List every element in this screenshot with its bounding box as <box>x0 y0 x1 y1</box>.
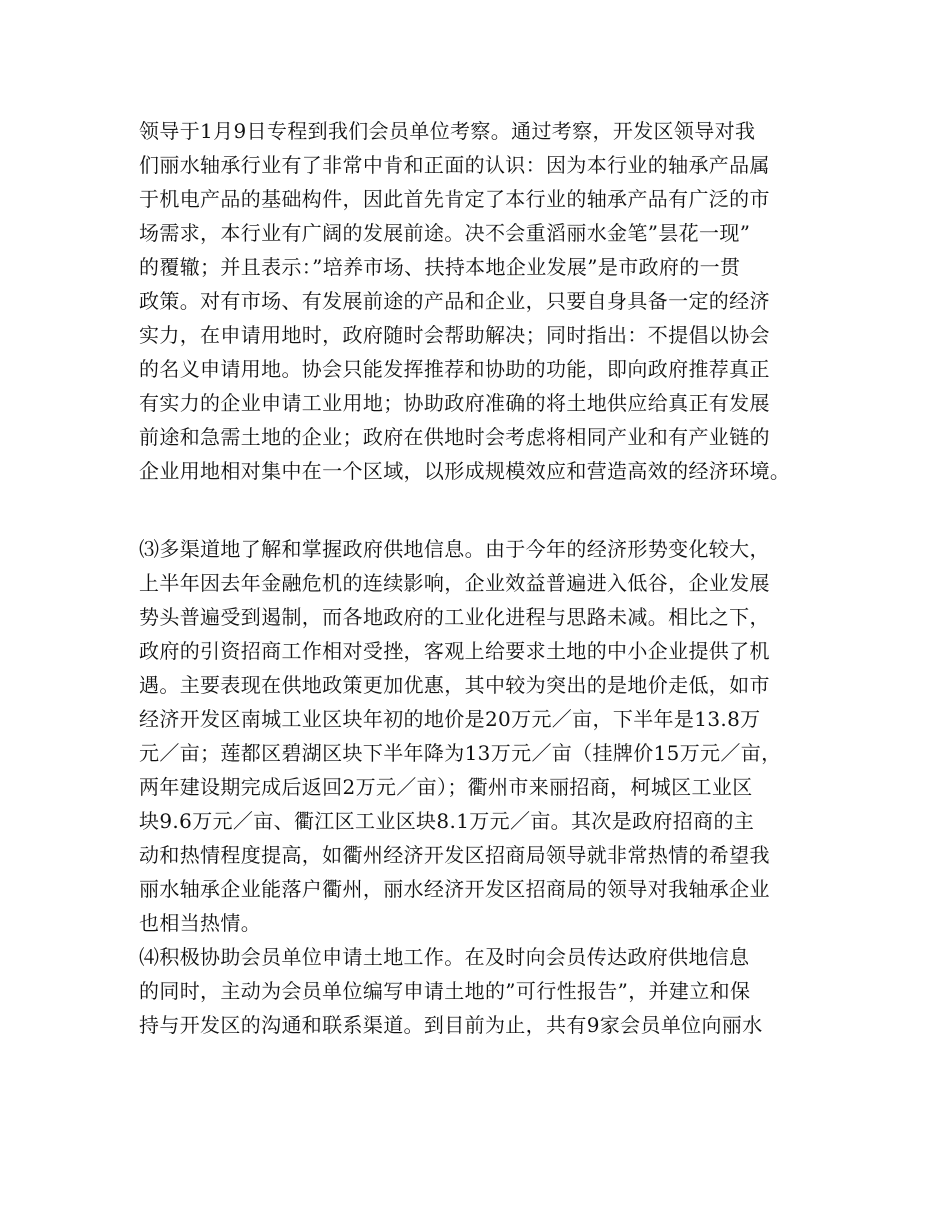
text-line: 上半年因去年金融危机的连续影响，企业效益普遍进入低谷，企业发展 <box>139 571 770 595</box>
text-line: 政策。对有市场、有发展前途的产品和企业，只要自身具备一定的经济 <box>139 289 770 313</box>
text-line: 于机电产品的基础构件，因此首先肯定了本行业的轴承产品有广泛的市 <box>139 187 770 211</box>
text-line: 也相当热情。 <box>139 911 262 935</box>
text-line: 有实力的企业申请工业用地；协助政府准确的将土地供应给真正有发展 <box>139 391 770 415</box>
text-line: 块9.6万元／亩、衢江区工业区块8.1万元／亩。其次是政府招商的主 <box>139 809 755 833</box>
text-line: ⑷积极协助会员单位申请土地工作。在及时向会员传达政府供地信息 <box>139 945 750 969</box>
text-line: 遇。主要表现在供地政策更加优惠，其中较为突出的是地价走低，如市 <box>139 673 770 697</box>
text-line: 的同时，主动为会员单位编写申请土地的”可行性报告”，并建立和保 <box>139 979 751 1003</box>
text-line: 领导于1月9日专程到我们会员单位考察。通过考察，开发区领导对我 <box>139 119 756 143</box>
text-line: 经济开发区南城工业区块年初的地价是20万元／亩，下半年是13.8万 <box>139 707 761 731</box>
text-line: 们丽水轴承行业有了非常中肯和正面的认识：因为本行业的轴承产品属 <box>139 153 770 177</box>
text-line: 前途和急需土地的企业；政府在供地时会考虑将相同产业和有产业链的 <box>139 425 770 449</box>
text-line: 实力，在申请用地时，政府随时会帮助解决；同时指出：不提倡以协会 <box>139 323 770 347</box>
text-line: 的名义申请用地。协会只能发挥推荐和协助的功能，即向政府推荐真正 <box>139 357 770 381</box>
text-line: 政府的引资招商工作相对受挫，客观上给要求土地的中小企业提供了机 <box>139 639 770 663</box>
text-line: 丽水轴承企业能落户衢州，丽水经济开发区招商局的领导对我轴承企业 <box>139 877 770 901</box>
text-line: 企业用地相对集中在一个区域，以形成规模效应和营造高效的经济环境。 <box>139 459 791 483</box>
text-line: 持与开发区的沟通和联系渠道。到目前为止，共有9家会员单位向丽水 <box>139 1013 763 1037</box>
text-line: 的覆辙；并且表示：”培养市场、扶持本地企业发展”是市政府的一贯 <box>139 255 741 279</box>
text-line: 两年建设期完成后返回2万元／亩）；衢州市来丽招商，柯城区工业区 <box>139 775 753 799</box>
text-line: 动和热情程度提高，如衢州经济开发区招商局领导就非常热情的希望我 <box>139 843 770 867</box>
text-line: ⑶多渠道地了解和掌握政府供地信息。由于今年的经济形势变化较大， <box>139 537 770 561</box>
text-line: 场需求，本行业有广阔的发展前途。决不会重滔丽水金笔”昙花一现” <box>139 221 751 245</box>
text-line: 势头普遍受到遏制，而各地政府的工业化进程与思路未减。相比之下， <box>139 605 770 629</box>
text-line: 元／亩；莲都区碧湖区块下半年降为13万元／亩（挂牌价15万元／亩， <box>139 741 782 765</box>
